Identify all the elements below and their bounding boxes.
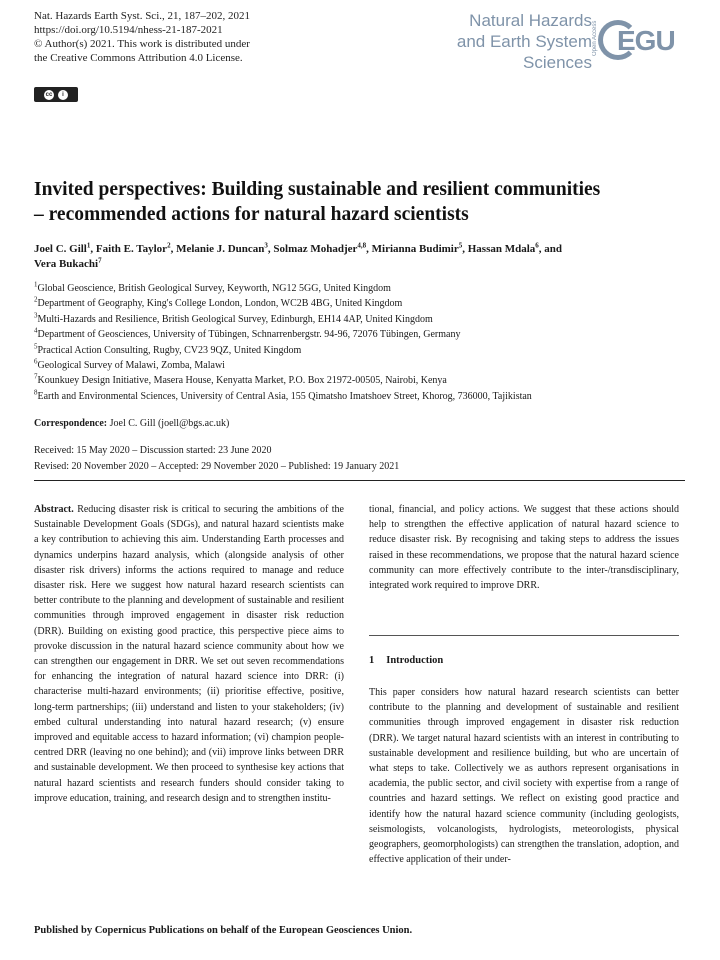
copyright-line: © Author(s) 2021. This work is distributed under [34, 38, 250, 50]
journal-name-line1: Natural Hazards [469, 11, 592, 30]
section-heading [369, 655, 455, 666]
abstract [34, 502, 344, 806]
author-name: Vera Bukachi [34, 258, 99, 270]
correspondence-email[interactable]: Joel C. Gill (joell@bgs.ac.uk) [109, 418, 230, 429]
history-dates [34, 443, 399, 475]
journal-name-line2: and Earth System [456, 32, 592, 51]
affiliation: $^5$Practical Action Consulting, Rugby, CV23 9QZ, United Kingdom [34, 342, 302, 356]
header-divider [34, 480, 685, 481]
abstract-continuation [369, 502, 679, 593]
author-list: Joel C. Gill$^1$, Faith E. Taylor$^2$, Melanie J. Duncan$^3$, Solmaz Mohadjer$^{4,8}$, Mirianna Budimir$^5$, Hassan Mdala$^6$, and Vera Bukachi$^7$ [34, 241, 563, 270]
affiliation: $^7$Kounkuey Design Initiative, Masera House, Kenyatta Market, P.O. Box 21972-00505, Nairobi, Kenya [34, 373, 447, 387]
cc-by-badge-icon[interactable] [34, 87, 78, 102]
author-name: Hassan Mdala [467, 243, 536, 255]
author-name: Solmaz Mohadjer [273, 243, 358, 255]
dates-line2: Revised: 20 November 2020 – Accepted: 29 November 2020 – Published: 19 January 2021 [34, 461, 400, 472]
abstract-continuation-text: tional, financial, and policy actions. We suggest that these actions should help to strengthen the effective application of natural hazard science to reduce disaster risk. By recognising and taking steps to address the issues raised in these recommendations, we propose that the natural hazard science community can more effectively contribute to the inter-/transdisciplinary, integrated work required to improve DRR. [369, 504, 679, 592]
affiliation: $^2$Department of Geography, King's College London, London, WC2B 4BG, United Kingdom [34, 296, 403, 310]
affiliation: $^8$Earth and Environmental Sciences, University of Central Asia, 155 Qimatsho Imatshoev Street, Khorog, 736000, Tajikistan [34, 388, 532, 402]
egu-logo-text: EGU [617, 25, 675, 56]
section-divider [369, 635, 679, 636]
title-line2: – recommended actions for natural hazard scientists [34, 204, 469, 225]
affiliation: $^4$Department of Geosciences, University of Tübingen, Schnarrenbergstr. 94-96, 72076 Tübingen, Germany [34, 326, 461, 341]
correspondence [34, 417, 229, 431]
cc-icon: cc [45, 91, 53, 98]
correspondence-label: Correspondence: [34, 418, 108, 429]
abstract-text: Reducing disaster risk is critical to securing the ambitions of the Sustainable Development Goals (SDGs), and natural hazard scientists make a key contribution to achieving this aim. Understanding Earth processes and dynamics underpins hazard analysis, which (alongside analysis of other disaster risk drivers) informs the actions required to manage and reduce disaster risk. Here we suggest how natural hazard research scientists can better contribute to the planning and development of sustainable and resilient communities through improved engagement in disaster risk reduction (DRR). Building on existing good practice, this perspective piece aims to provoke discussion in the natural hazard science community about how we can strengthen our engagement in DRR. We set out seven recommendations for enhancing the integration of natural hazard science into DRR: (i) characterise multi-hazard environments; (ii) prioritise effective, positive, long-term partnerships; (iii) understand and listen to your stakeholders; (iv) embed cultural understanding into natural hazard research; (v) ensure improved and equitable access to hazard information; (vi) champion people-centred DRR (leaving no one behind); and (vii) improve links between DRR and sustainable development. We then proceed to synthesise key actions that natural hazard scientists and research funders should consider taking to improve education, training, and research design and to strengthen institu- [34, 504, 344, 804]
publisher-footer: Published by Copernicus Publications on behalf of the European Geosciences Union. [34, 925, 413, 936]
abstract-label: Abstract. [34, 504, 74, 515]
section-number: 1 [369, 655, 375, 666]
paper-title [34, 177, 694, 227]
doi-link[interactable]: https://doi.org/10.5194/nhess-21-187-2021 [34, 24, 223, 36]
journal-header [34, 9, 250, 65]
journal-name [457, 10, 592, 73]
author-name: Joel C. Gill [34, 243, 87, 255]
author-name: Mirianna Budimir [371, 243, 459, 255]
dates-line1: Received: 15 May 2020 – Discussion started: 23 June 2020 [34, 445, 272, 456]
author-name: Faith E. Taylor [95, 243, 168, 255]
by-icon: i [58, 90, 68, 100]
introduction-text: This paper considers how natural hazard research scientists can better contribute to the planning and development of sustainable and resilient communities through improved engagement in disaster risk reduction (DRR). We target natural hazard scientists with an interest in contributing to sustainable development and resilience building, but who are uncertain of what steps to take. Collectively we as authors represent organisations in academia, the public sector, and civil society with expertise from a range of countries and hazard settings. We reflect on existing good practice and identify how the natural hazard science community (including geologists, seismologists, volcanologists, hydrologists, meteorologists, physical geographers, geomorphologists) can strengthen the translation, adoption, and effective application of their under- [369, 687, 679, 866]
affiliation: $^1$Global Geoscience, British Geological Survey, Keyworth, NG12 5GG, United Kingdom [34, 280, 391, 294]
open-access-label: Open Access [592, 20, 598, 56]
introduction-body [369, 685, 679, 867]
author-name: Melanie J. Duncan [176, 243, 265, 255]
affiliations [34, 281, 694, 404]
journal-name-line3: Sciences [523, 53, 592, 72]
license-line: the Creative Commons Attribution 4.0 License. [34, 52, 243, 64]
affiliation: $^6$Geological Survey of Malawi, Zomba, Malawi [34, 357, 225, 372]
title-line1: Invited perspectives: Building sustainable and resilient communities [34, 179, 601, 200]
journal-citation: Nat. Hazards Earth Syst. Sci., 21, 187–202, 2021 [34, 10, 250, 22]
section-title: Introduction [386, 655, 444, 666]
affiliation: $^3$Multi-Hazards and Resilience, British Geological Survey, Edinburgh, EH14 4AP, United Kingdom [34, 311, 433, 325]
